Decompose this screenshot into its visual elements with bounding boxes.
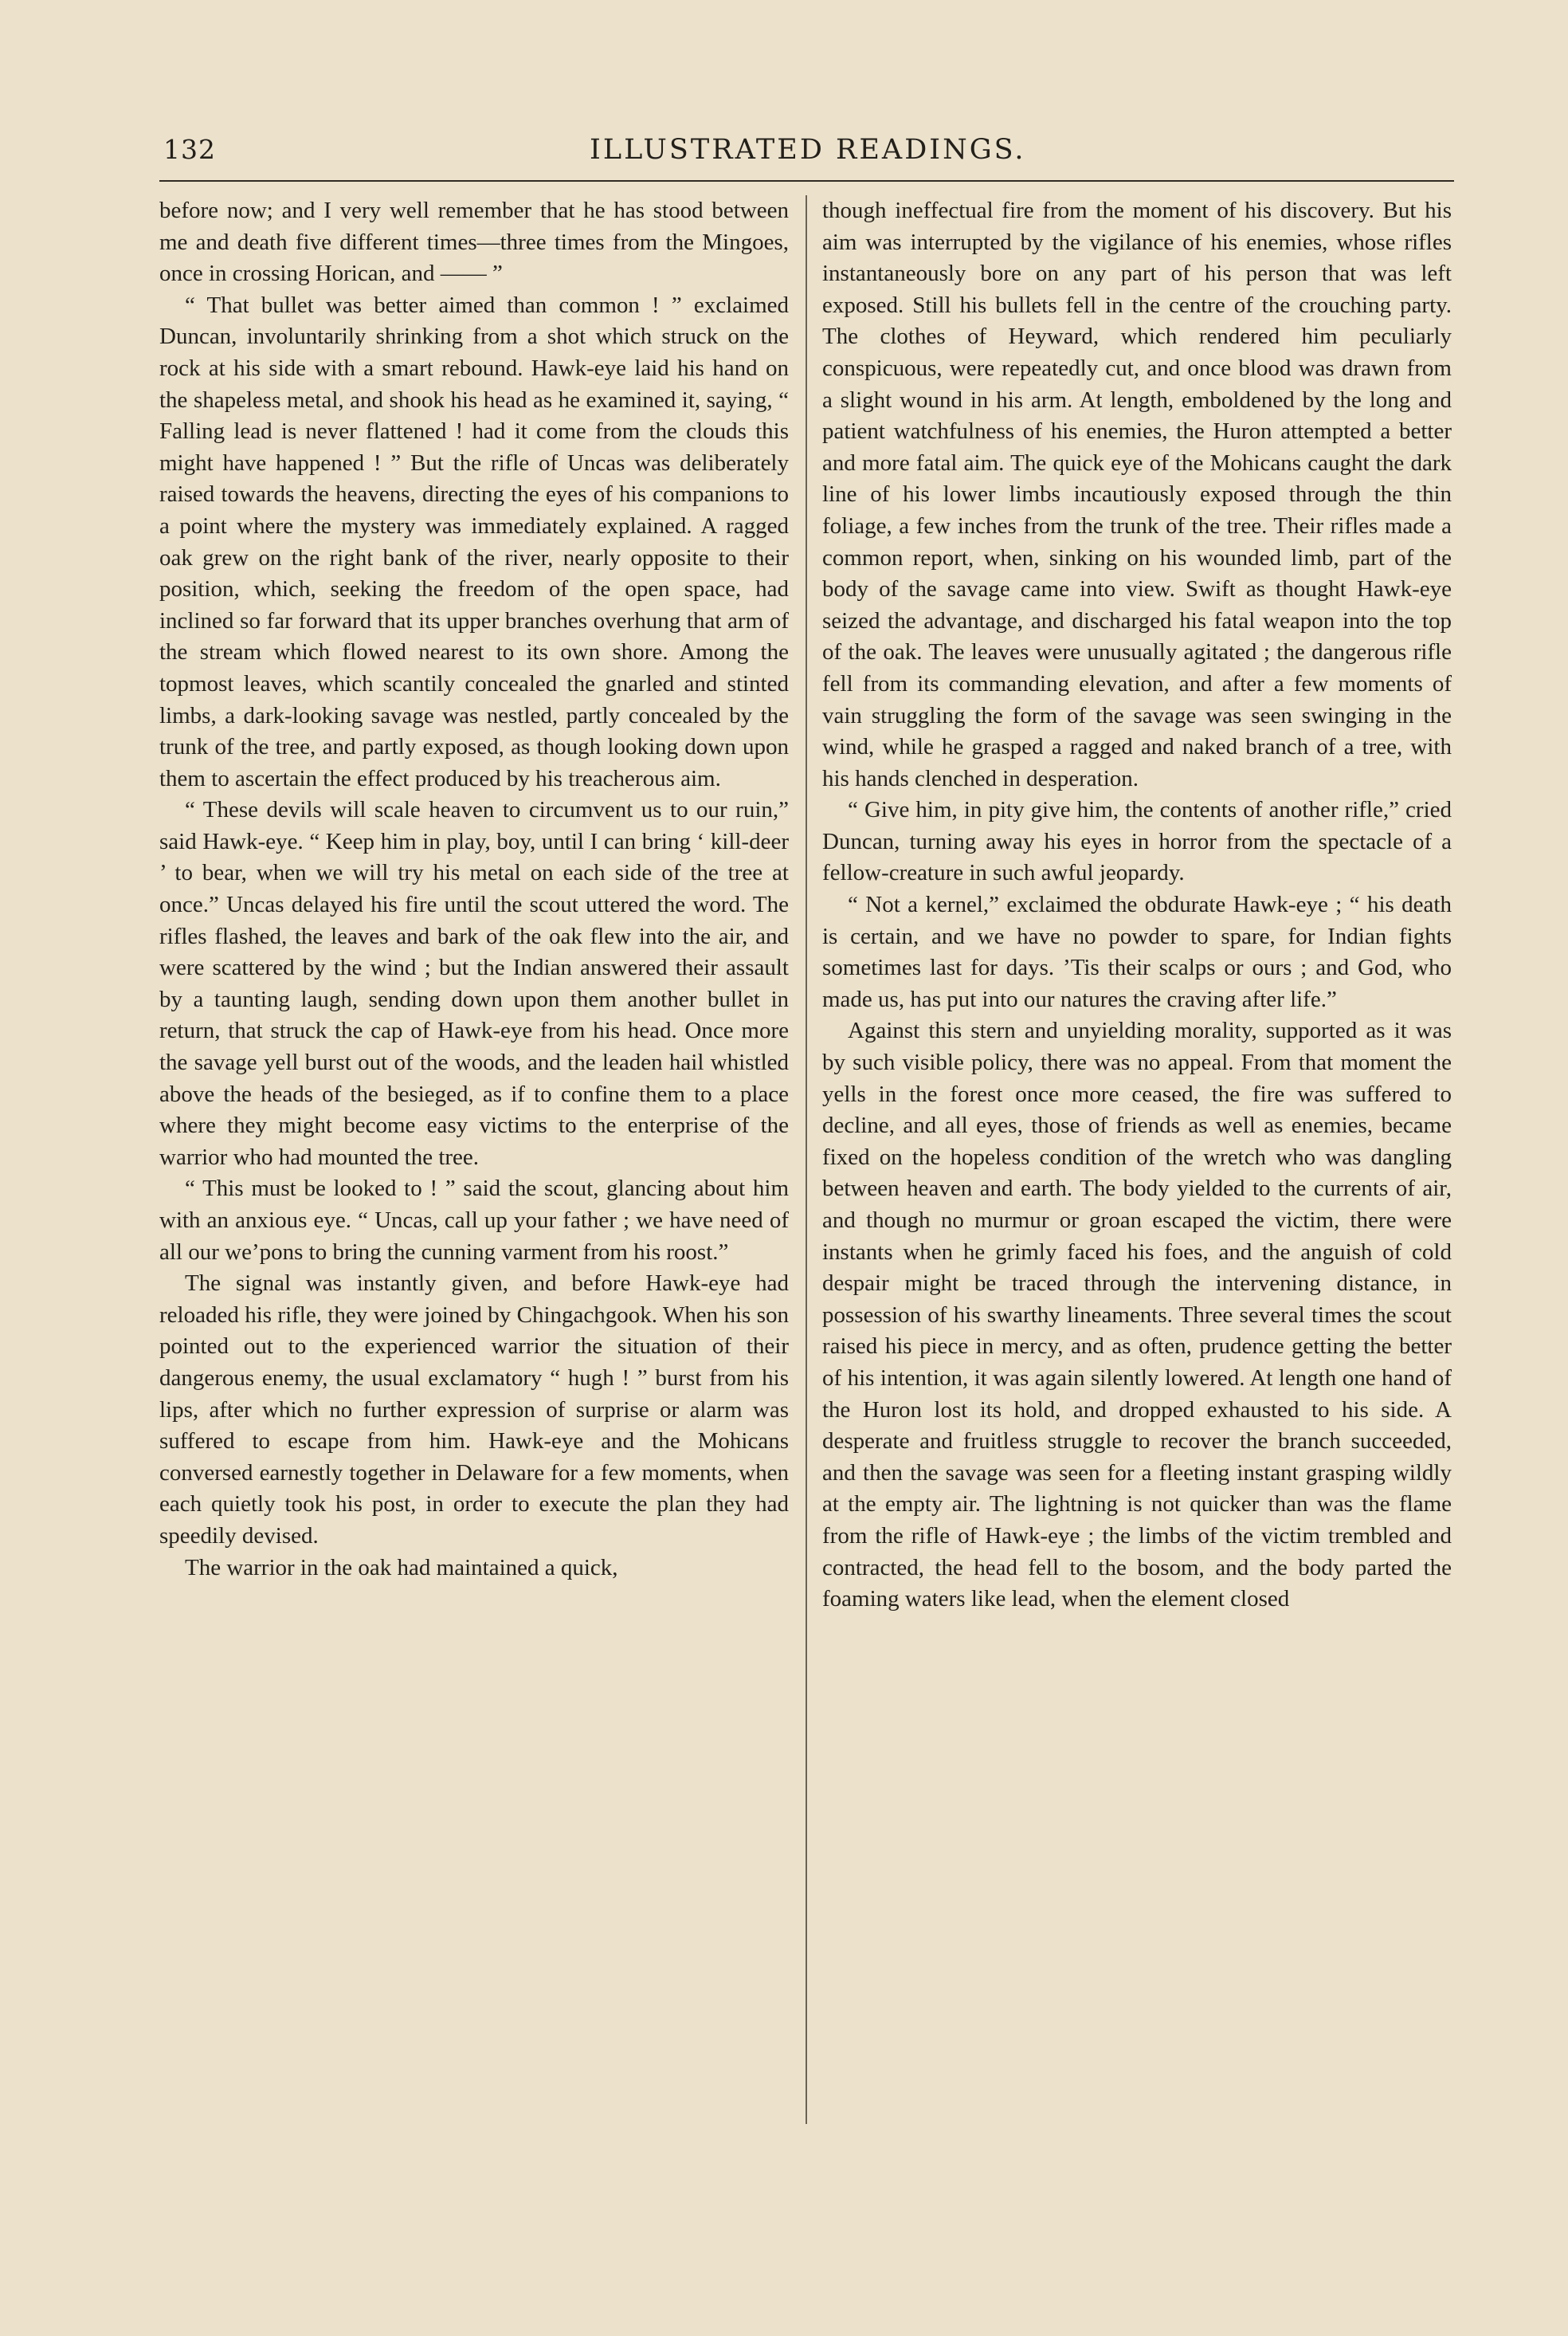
column-divider <box>806 195 807 2124</box>
paragraph: Against this stern and unyielding morality, supported as it was by such visible policy, there was no appeal. From that moment the yells in the forest once more ceased, the fire was suffered to decline, and all eyes, those of friends as well as enemies, became fixed on the hopeless condition of the wretch who was dangling between heaven and earth. The body yielded to the currents of air, and though no murmur or groan escaped the victim, there were instants when he grimly faced his foes, and the anguish of cold despair might be traced through the intervening distance, in possession of his swarthy lineaments. Three several times the scout raised his piece in mercy, and as often, prudence getting the better of his intention, it was again silently lowered. At length one hand of the Huron lost its hold, and dropped exhausted to his side. A desperate and fruitless struggle to recover the branch succeeded, and then the savage was seen for a fleeting instant grasping wildly at the empty air. The lightning is not quicker than was the flame from the rifle of Hawk-eye ; the limbs of the victim trembled and contracted, the head fell to the bosom, and the body parted the foaming waters like lead, when the element closed <box>822 1018 1452 1612</box>
page-header <box>163 134 1454 182</box>
left-column <box>159 195 789 1584</box>
paragraph: though ineffectual fire from the moment of his discovery. But his aim was interrupted by the vigilance of his enemies, whose rifles instantaneously bore on any part of his person that was left exposed. Still his bullets fell in the centre of the crouching party. The clothes of Heyward, which rendered him peculiarly conspicuous, were repeatedly cut, and once blood was drawn from a slight wound in his arm. At length, emboldened by the long and patient watchfulness of his enemies, the Huron attempted a better and more fatal aim. The quick eye of the Mohicans caught the dark line of his lower limbs incautiously exposed through the thin foliage, a few inches from the trunk of the tree. Their rifles made a common report, when, sinking on his wounded limb, part of the body of the savage came into view. Swift as thought Hawk-eye seized the advantage, and discharged his fatal weapon into the top of the oak. The leaves were unusually agitated ; the dangerous rifle fell from its commanding elevation, and after a few moments of vain struggling the form of the savage was seen swinging in the wind, while he grasped a ragged and naked branch of a tree, with his hands clenched in desperation. <box>822 198 1452 791</box>
paragraph: “ Not a kernel,” exclaimed the obdurate Hawk-eye ; “ his death is certain, and we have no powder to spare, for Indian fights sometimes last for days. ’Tis their scalps or ours ; and God, who made us, has put into our natures the craving after life.” <box>822 892 1452 1012</box>
paragraph: before now; and I very well remember that he has stood between me and death five different times—three times from the Mingoes, once in crossing Horican, and —— ” <box>159 198 789 287</box>
paragraph: “ These devils will scale heaven to circumvent us to our ruin,” said Hawk-eye. “ Keep him in play, boy, until I can bring ‘ kill-deer ’ to bear, when we will try his metal on each side of the tree at once.” Uncas delayed his fire until the scout uttered the word. The rifles flashed, the leaves and bark of the oak flew into the air, and were scattered by the wind ; but the Indian answered their assault by a taunting laugh, sending down upon them another bullet in return, that struck the cap of Hawk-eye from his head. Once more the savage yell burst out of the woods, and the leaden hail whistled above the heads of the besieged, as if to confine them to a place where they might become easy victims to the enterprise of the warrior who had mounted the tree. <box>159 797 789 1170</box>
paragraph: The warrior in the oak had maintained a quick, <box>185 1554 618 1580</box>
page-number: 132 <box>163 134 216 165</box>
running-title: ILLUSTRATED READINGS. <box>590 134 1026 166</box>
paragraph: “ That bullet was better aimed than common ! ” exclaimed Duncan, involuntarily shrinking from a shot which struck on the rock at his side with a smart rebound. Hawk-eye laid his hand on the shapeless metal, and shook his head as he examined it, saying, “ Falling lead is never flattened ! had it come from the clouds this might have happened ! ” But the rifle of Uncas was deliberately raised towards the heavens, directing the eyes of his companions to a point where the mystery was immediately explained. A ragged oak grew on the right bank of the river, nearly opposite to their position, which, seeking the freedom of the open space, had inclined so far forward that its upper branches overhung that arm of the stream which flowed nearest to its own shore. Among the topmost leaves, which scantily concealed the gnarled and stinted limbs, a dark-looking savage was nestled, partly concealed by the trunk of the tree, and partly exposed, as though looking down upon them to ascertain the effect produced by his treacherous aim. <box>159 292 789 791</box>
paragraph: “ This must be looked to ! ” said the scout, glancing about him with an anxious eye. “ Uncas, call up your father ; we have need of all our we’pons to bring the cunning varment from his roost.” <box>159 1176 789 1265</box>
paragraph: The signal was instantly given, and before Hawk-eye had reloaded his rifle, they were joined by Chingachgook. When his son pointed out to the experienced warrior the situation of their dangerous enemy, the usual exclamatory “ hugh ! ” burst from his lips, after which no further expression of surprise or alarm was suffered to escape from him. Hawk-eye and the Mohicans conversed earnestly together in Delaware for a few moments, when each quietly took his post, in order to execute the plan they had speedily devised. <box>159 1270 789 1549</box>
paragraph: “ Give him, in pity give him, the contents of another rifle,” cried Duncan, turning away his eyes in horror from the spectacle of a fellow-creature in such awful jeopardy. <box>822 797 1452 886</box>
header-rule <box>159 180 1454 182</box>
right-column <box>822 195 1452 1616</box>
